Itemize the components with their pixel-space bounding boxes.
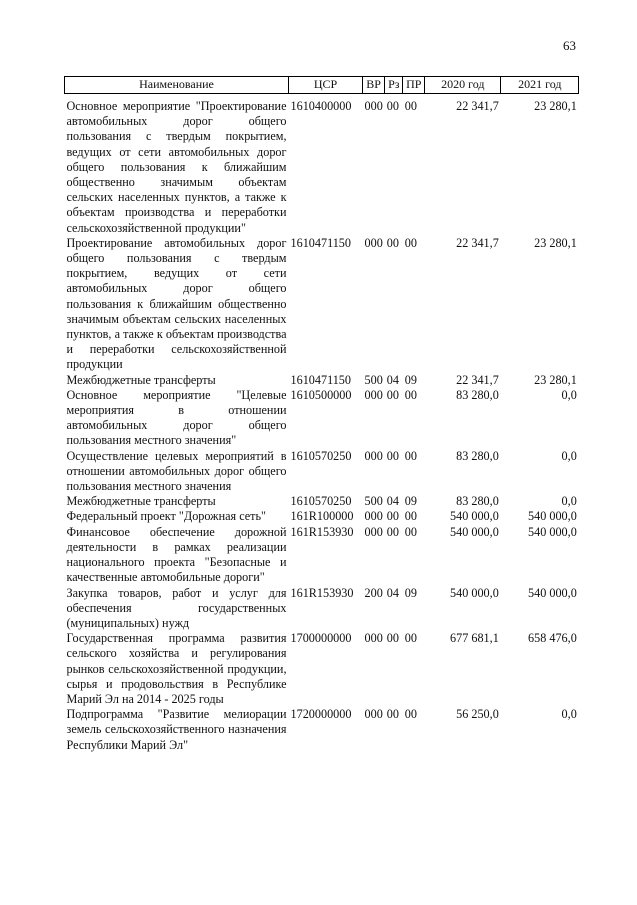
row-vr: 000: [364, 387, 383, 402]
row-value-2021: 658 476,0: [528, 631, 577, 646]
row-name: [65, 525, 289, 586]
row-name-line: земель сельскохозяйственного: [66, 722, 225, 737]
row-csr: 161R100000: [290, 509, 354, 524]
row-value-2021: 23 280,1: [534, 99, 577, 113]
table-row: [65, 631, 579, 707]
row-name: [65, 236, 289, 373]
row-value-2020: 540 000,0: [450, 585, 499, 600]
row-name-line: дорог общего пользования с твердым: [66, 114, 287, 144]
row-value-2021: 23 280,1: [534, 235, 577, 250]
row-csr: 1610471150: [290, 372, 351, 387]
row-value-2020: 540 000,0: [450, 509, 499, 524]
row-name-line: значения: [184, 479, 232, 494]
row-name-line: Закупка товаров, работ и услуг для: [66, 585, 287, 600]
row-vr: 500: [364, 372, 383, 387]
row-name: [65, 707, 289, 753]
col-header-2020: 2020 год: [425, 77, 501, 94]
row-pr: 00: [404, 509, 417, 524]
col-header-rz: Рз: [385, 77, 403, 94]
row-value-2021: 0,0: [561, 448, 577, 463]
row-name: [65, 99, 289, 236]
row-pr: 00: [404, 524, 417, 539]
row-name-line: пользования к ближайшим: [66, 296, 212, 311]
row-vr: 000: [364, 707, 383, 722]
row-rz: 04: [386, 372, 399, 387]
row-rz: 04: [386, 585, 399, 600]
row-pr: 00: [404, 99, 417, 113]
row-name-line: национального проекта "Безопасные и: [66, 555, 287, 570]
table-body: [65, 94, 579, 753]
row-csr: 161R153930: [290, 524, 354, 539]
row-value-2020: 22 341,7: [456, 99, 499, 113]
row-value-2020: 540 000,0: [450, 524, 499, 539]
row-vr: 000: [364, 235, 383, 250]
row-value-2020: 22 341,7: [456, 235, 499, 250]
row-vr: 000: [364, 631, 383, 646]
row-rz: 00: [386, 524, 399, 539]
row-value-2021: 0,0: [561, 387, 577, 402]
row-name-line: пользования к ближайшим: [120, 159, 287, 174]
table-row: [65, 509, 579, 524]
row-pr: 00: [404, 448, 417, 463]
row-vr: 200: [364, 585, 383, 600]
row-name-line: Межбюджетные трансферты: [66, 494, 216, 509]
col-header-name: Наименование: [65, 77, 289, 94]
table-row: [65, 99, 579, 236]
row-name-line: Основное мероприятие "Целевые: [66, 387, 287, 402]
row-csr: 161R153930: [290, 585, 354, 600]
row-rz: 04: [386, 494, 399, 509]
row-name-line: продукции: [66, 357, 123, 372]
row-rz: 00: [386, 387, 399, 402]
row-name-line: Федеральный проект "Дорожная сеть": [66, 509, 267, 524]
row-value-2020: 56 250,0: [456, 707, 499, 722]
row-value-2020: 22 341,7: [456, 372, 499, 387]
row-pr: 00: [404, 387, 417, 402]
row-name-line: Республике Марий Эл: [66, 676, 287, 706]
col-header-pr: ПР: [403, 77, 425, 94]
row-name-line: общего пользования местного: [66, 463, 287, 494]
row-csr: 1720000000: [290, 707, 352, 722]
table-header-row: [65, 77, 579, 94]
budget-table: [64, 76, 579, 753]
row-name-line: назначения Республики Марий Эл": [66, 722, 287, 752]
row-name-line: сельских населенных пунктов, а также: [66, 190, 276, 205]
row-vr: 000: [364, 448, 383, 463]
table-row: [65, 236, 579, 373]
row-name: [65, 373, 289, 388]
row-vr: 000: [364, 99, 383, 113]
row-name-line: Межбюджетные трансферты: [66, 372, 216, 387]
row-name-line: покрытием, ведущих от сети: [66, 266, 287, 281]
row-csr: 1700000000: [290, 631, 352, 646]
row-name-line: в отношении автомобильных дорог: [66, 448, 287, 478]
row-name-line: Подпрограмма "Развитие мелиорации: [66, 707, 287, 722]
row-value-2020: 83 280,0: [456, 494, 499, 509]
row-name: [65, 586, 289, 632]
row-name-line: общественно значимым объектам: [66, 296, 287, 326]
row-name-line: (муниципальных) нужд: [66, 615, 190, 630]
table-row: [65, 373, 579, 388]
row-name-line: автомобильных дорог общего: [66, 144, 287, 174]
col-header-csr: ЦСР: [289, 77, 363, 94]
table-row: [65, 586, 579, 632]
row-name-line: качественные автомобильные дороги": [66, 570, 265, 585]
row-csr: 1610570250: [290, 448, 352, 463]
row-csr: 1610400000: [290, 99, 352, 113]
row-name-line: автомобильных дорог общего: [66, 418, 287, 433]
row-value-2020: 83 280,0: [456, 387, 499, 402]
row-value-2021: 540 000,0: [528, 509, 577, 524]
row-name-line: на 2014 - 2025 годы: [121, 691, 224, 706]
row-pr: 00: [404, 235, 417, 250]
row-value-2021: 0,0: [561, 494, 577, 509]
row-name-line: сельского хозяйства и регулирования: [66, 646, 287, 661]
row-rz: 00: [386, 631, 399, 646]
row-name: [65, 449, 289, 495]
row-name-line: общего пользования с твердым: [66, 251, 287, 266]
col-header-2021: 2021 год: [501, 77, 579, 94]
row-name: [65, 388, 289, 449]
row-name-line: Основное мероприятие: [66, 99, 191, 113]
row-pr: 00: [404, 631, 417, 646]
row-value-2021: 540 000,0: [528, 585, 577, 600]
row-name-line: автомобильных дорог общего: [66, 281, 287, 296]
table-row: [65, 388, 579, 449]
row-csr: 1610471150: [290, 235, 351, 250]
row-value-2021: 540 000,0: [528, 524, 577, 539]
row-vr: 000: [364, 509, 383, 524]
row-vr: 500: [364, 494, 383, 509]
row-pr: 09: [404, 372, 417, 387]
row-pr: 09: [404, 494, 417, 509]
row-pr: 09: [404, 585, 417, 600]
row-csr: 1610500000: [290, 387, 352, 402]
row-csr: 1610570250: [290, 494, 352, 509]
row-name-line: продукции": [184, 220, 246, 235]
table-row: [65, 525, 579, 586]
row-name-line: деятельности в рамках реализации: [66, 539, 287, 554]
row-pr: 00: [404, 707, 417, 722]
row-name-line: пользования местного значения": [66, 433, 237, 448]
page-number: 63: [563, 38, 576, 53]
row-name-line: общественно значимым объектам: [66, 175, 287, 190]
row-name-line: покрытием, ведущих от сети: [66, 129, 287, 159]
row-name: [65, 509, 289, 524]
col-header-vr: ВР: [363, 77, 385, 94]
row-value-2020: 677 681,1: [450, 631, 499, 646]
row-name-line: продукции, сырья и продовольствия в: [66, 661, 287, 691]
row-rz: 00: [386, 707, 399, 722]
row-name-line: Государственная программа развития: [66, 631, 287, 646]
row-value-2021: 23 280,1: [534, 372, 577, 387]
table-row: [65, 707, 579, 753]
row-value-2020: 83 280,0: [456, 448, 499, 463]
row-name-line: переработки сельскохозяйственной: [66, 205, 287, 235]
row-name-line: сельских населенных пунктов, а также: [66, 311, 287, 342]
row-name-line: рынков сельскохозяйственной: [66, 661, 224, 676]
row-rz: 00: [386, 99, 399, 113]
row-name: [65, 631, 289, 707]
row-name-line: Проектирование автомобильных дорог: [66, 235, 287, 250]
row-name-line: переработки сельскохозяйственной: [89, 342, 287, 357]
table-row: [65, 494, 579, 509]
table-row: [65, 449, 579, 495]
row-value-2021: 0,0: [561, 707, 577, 722]
row-rz: 00: [386, 509, 399, 524]
row-vr: 000: [364, 524, 383, 539]
row-rz: 00: [386, 448, 399, 463]
row-name-line: Финансовое обеспечение дорожной: [66, 524, 287, 539]
row-name-line: к объектам производства и: [66, 190, 287, 220]
row-rz: 00: [386, 235, 399, 250]
row-name-line: "Проектирование автомобильных: [66, 99, 287, 129]
row-name-line: к объектам производства и: [66, 327, 287, 357]
row-name-line: мероприятия в отношении: [66, 403, 287, 418]
row-name-line: обеспечения государственных: [66, 600, 287, 615]
row-name-line: Осуществление целевых мероприятий: [66, 448, 274, 463]
row-name: [65, 494, 289, 509]
